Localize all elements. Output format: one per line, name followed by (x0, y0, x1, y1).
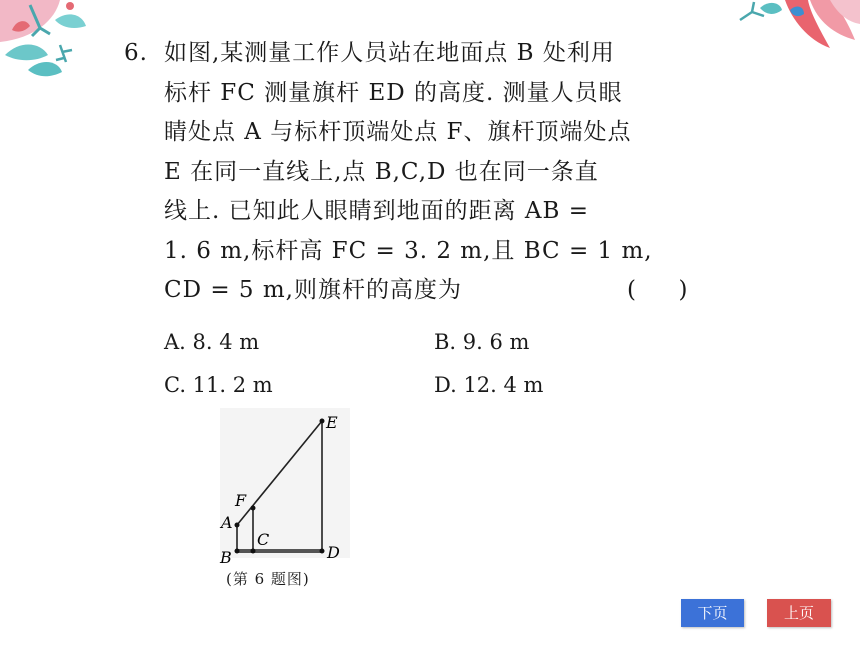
question-number: 6. (124, 40, 148, 66)
label-b: B (220, 548, 232, 567)
question-text-line: 如图,某测量工作人员站在地面点 B 处利用 (164, 40, 615, 66)
choice-d: D. 12. 4 m (434, 373, 544, 397)
figure-caption: (第 6 题图) (226, 570, 310, 588)
question-text-line: 1. 6 m,标杆高 FC = 3. 2 m,且 BC = 1 m, (164, 237, 653, 264)
label-a: A (221, 513, 233, 532)
question-text-line: 标杆 FC 测量旗杆 ED 的高度. 测量人员眼 (164, 79, 623, 106)
next-page-button[interactable]: 下页 (681, 599, 744, 627)
choice-c: C. 11. 2 m (164, 373, 273, 397)
label-c: C (257, 530, 270, 549)
point-b (235, 549, 240, 554)
question-text-line: 线上. 已知此人眼睛到地面的距离 AB = (164, 198, 590, 224)
point-f (251, 506, 256, 511)
previous-page-button[interactable]: 上页 (767, 599, 831, 627)
geometry-figure (210, 408, 360, 568)
question-text-line: CD = 5 m,则旗杆的高度为 (164, 277, 462, 303)
point-d (320, 549, 325, 554)
label-f: F (235, 491, 247, 510)
leaf-decoration-top-right (730, 0, 860, 70)
point-a (235, 523, 240, 528)
question-text-line: 睛处点 A 与标杆顶端处点 F、旗杆顶端处点 (164, 119, 632, 145)
label-e: E (326, 413, 338, 432)
question-text-line: E 在同一直线上,点 B,C,D 也在同一条直 (164, 158, 599, 185)
choice-a: A. 8. 4 m (164, 330, 260, 354)
answer-bracket: ( ) (627, 277, 689, 303)
point-e (320, 419, 325, 424)
point-c (251, 549, 256, 554)
label-d: D (327, 543, 340, 562)
choice-b: B. 9. 6 m (434, 330, 530, 354)
leaf-decoration-top-left (0, 0, 110, 95)
